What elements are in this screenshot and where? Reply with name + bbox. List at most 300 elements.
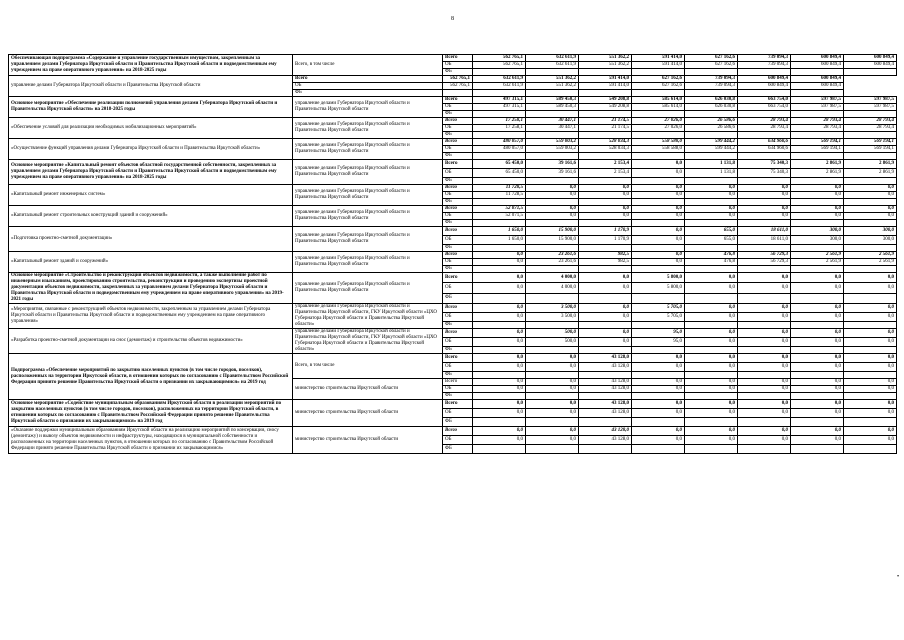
executor-cell: управление делами Губернатора Иркутской области и Правительства Иркутской области [293,97,443,118]
funding-source-cell: ФБ [443,372,473,379]
amount-cell [738,322,791,329]
amount-cell: 0,0 [526,400,579,409]
amount-cell: 0,0 [526,386,579,393]
amount-cell: 2 561,9 [791,252,844,259]
amount-cell [473,245,526,252]
amount-cell [473,132,526,139]
amount-cell: 0,0 [579,338,632,347]
amount-cell: 0,0 [632,427,685,436]
amount-cell [526,293,579,303]
amount-cell [738,293,791,303]
amount-cell: 0,0 [738,386,791,393]
amount-cell: 5 705,0 [632,304,685,313]
amount-cell: 39 161,6 [526,169,579,178]
amount-cell: 43 128,0 [579,354,632,363]
amount-cell: 0,0 [632,259,685,266]
funding-source-cell: ФБ [443,393,473,400]
amount-cell [526,111,579,118]
amount-cell [632,199,685,206]
amount-cell [579,293,632,303]
amount-cell [579,393,632,400]
amount-cell: 300,0 [844,227,897,236]
row-title: «Обеспечение условий для реализации необходимых мобилизационных мероприятий» [9,118,293,139]
amount-cell [473,178,526,185]
amount-cell: 0,0 [685,304,738,313]
amount-cell: 655,0 [685,227,738,236]
amount-cell: 0,0 [738,409,791,418]
amount-cell: 0,0 [844,206,897,213]
amount-cell: 0,0 [685,192,738,199]
funding-source-cell: Всего [443,55,473,62]
amount-cell: 3 500,0 [526,304,579,313]
amount-cell: 562 765,1 [473,55,526,62]
amount-cell: 11 728,5 [473,192,526,199]
amount-cell: 0,0 [844,338,897,347]
amount-cell [685,90,738,97]
amount-cell: 43 128,0 [579,363,632,372]
amount-cell: 0,0 [738,273,791,283]
table-row [9,427,897,436]
amount-cell: 52 071,5 [473,213,526,220]
amount-cell: 0,0 [791,409,844,418]
amount-cell: 0,0 [685,283,738,293]
amount-cell: 497 315,1 [473,97,526,104]
executor-cell: министерство строительства Иркутской области [293,427,443,454]
amount-cell [632,347,685,354]
amount-cell [844,132,897,139]
amount-cell: 476,8 [685,259,738,266]
amount-cell: 600 849,4 [844,55,897,62]
funding-source-cell: ФБ [443,322,473,329]
amount-cell: 0,0 [632,160,685,169]
amount-cell: 0,0 [791,379,844,386]
amount-cell [791,178,844,185]
amount-cell [579,132,632,139]
amount-cell: 0,0 [738,329,791,338]
amount-cell: 0,0 [791,386,844,393]
amount-cell: 17 258,1 [473,118,526,125]
amount-cell: 585 614,0 [632,104,685,111]
amount-cell: 15 900,0 [526,227,579,236]
amount-cell [844,245,897,252]
executor-cell: управление делами Губернатора Иркутской области и Правительства Иркутской области [293,273,443,304]
amount-cell [473,153,526,160]
amount-cell: 528 034,3 [579,146,632,153]
amount-cell [579,322,632,329]
amount-cell [685,266,738,273]
executor-cell: управление делами Губернатора Иркутской области и Правительства Иркутской области [293,252,443,273]
amount-cell [685,347,738,354]
amount-cell [473,347,526,354]
amount-cell: 562 765,1 [473,62,526,69]
amount-cell: 75 340,3 [738,160,791,169]
amount-cell [526,90,579,97]
amount-cell: 739 094,3 [685,76,738,83]
amount-cell: 0,0 [844,363,897,372]
table-row [9,354,897,363]
amount-cell [791,132,844,139]
amount-cell [473,445,526,454]
amount-cell [685,418,738,427]
amount-cell [579,245,632,252]
amount-cell: 0,0 [844,379,897,386]
amount-cell: 43 128,0 [579,386,632,393]
amount-cell: 528 034,3 [579,139,632,146]
amount-cell [685,132,738,139]
amount-cell: 0,0 [579,329,632,338]
amount-cell: 75 340,3 [738,169,791,178]
amount-cell: 0,0 [579,192,632,199]
funding-source-cell: ФБ [443,245,473,252]
amount-cell [738,220,791,227]
amount-cell: 4 000,0 [526,273,579,283]
amount-cell [632,132,685,139]
amount-cell: 0,0 [579,313,632,322]
amount-cell: 0,0 [632,192,685,199]
amount-cell [738,69,791,76]
amount-cell: 0,0 [632,436,685,445]
amount-cell [526,347,579,354]
amount-cell [791,372,844,379]
amount-cell: 65 450,0 [473,169,526,178]
amount-cell: 0,0 [844,436,897,445]
amount-cell: 0,0 [526,409,579,418]
table-row [9,76,897,83]
amount-cell: 0,0 [685,363,738,372]
amount-cell [791,418,844,427]
amount-cell: 0,0 [473,273,526,283]
executor-cell: управление делами Губернатора Иркутской области и Правительства Иркутской области [293,206,443,227]
amount-cell: 2 153,4 [579,160,632,169]
funding-source-cell: Всего [443,304,473,313]
amount-cell: 549 208,8 [579,104,632,111]
amount-cell: 28 793,4 [791,118,844,125]
amount-cell: 0,0 [473,283,526,293]
amount-cell: 0,0 [473,400,526,409]
amount-cell [685,153,738,160]
amount-cell: 632 611,9 [473,76,526,83]
amount-cell: 28 793,4 [738,125,791,132]
amount-cell: 0,0 [738,206,791,213]
table-row [9,273,897,283]
amount-cell: 28 793,4 [738,118,791,125]
table-row [9,227,897,236]
amount-cell: 4 000,0 [526,283,579,293]
amount-cell [738,347,791,354]
amount-cell: 43 128,0 [579,400,632,409]
amount-cell: 0,0 [791,363,844,372]
amount-cell [632,393,685,400]
amount-cell: 0,0 [579,185,632,192]
amount-cell: 43 128,0 [579,436,632,445]
amount-cell: 600 849,4 [791,83,844,90]
amount-cell [738,199,791,206]
amount-cell: 600 849,4 [738,83,791,90]
amount-cell: 627 162,6 [685,55,738,62]
amount-cell: 30 447,1 [526,125,579,132]
amount-cell: 589 450,3 [526,97,579,104]
amount-cell [844,111,897,118]
amount-cell [685,393,738,400]
amount-cell [526,445,579,454]
amount-cell: 551 362,2 [579,55,632,62]
table-row [9,118,897,125]
amount-cell: 0,0 [844,304,897,313]
amount-cell: 500,0 [526,338,579,347]
amount-cell: 0,0 [685,436,738,445]
amount-cell: 23 261,6 [526,259,579,266]
amount-cell [791,445,844,454]
amount-cell: 0,0 [738,338,791,347]
amount-cell: 0,0 [844,192,897,199]
amount-cell [473,266,526,273]
amount-cell [844,266,897,273]
amount-cell [844,393,897,400]
amount-cell: 0,0 [526,379,579,386]
row-title: «Мероприятия, связанные с реконструкцией объектов недвижимости, закрепленным за управлением делами Губернатора Иркутской области и Правительства Иркутской области и подведомственным ему учреждением на праве оперативного управления» [9,304,293,329]
funding-source-cell: ФБ [443,347,473,354]
amount-cell [632,153,685,160]
amount-cell: 480 057,0 [473,146,526,153]
amount-cell [632,322,685,329]
amount-cell: 597 987,5 [791,104,844,111]
row-title: «Капитальный ремонт инженерных систем» [9,185,293,206]
amount-cell [738,418,791,427]
amount-cell: 28 793,4 [791,125,844,132]
amount-cell: 30 447,1 [526,118,579,125]
amount-cell: 65 450,0 [473,160,526,169]
amount-cell: 600 849,4 [791,55,844,62]
amount-cell [526,245,579,252]
amount-cell: 39 161,6 [526,160,579,169]
funding-source-cell: ОБ [443,62,473,69]
amount-cell: 5 800,0 [632,273,685,283]
amount-cell [844,178,897,185]
amount-cell: 56 729,3 [738,252,791,259]
amount-cell [632,111,685,118]
amount-cell [738,90,791,97]
amount-cell [632,245,685,252]
amount-cell: 300,0 [791,236,844,245]
amount-cell: 0,0 [738,192,791,199]
amount-cell [738,445,791,454]
funding-source-cell: Всего [443,354,473,363]
amount-cell: 11 728,5 [473,185,526,192]
amount-cell: 655,0 [685,236,738,245]
amount-cell: 0,0 [844,273,897,283]
amount-cell: 589 450,3 [526,104,579,111]
funding-source-cell: Всего [443,379,473,386]
amount-cell: 1 650,0 [473,236,526,245]
amount-cell [844,69,897,76]
funding-source-cell: Всего [443,400,473,409]
amount-cell [632,220,685,227]
amount-cell [526,418,579,427]
amount-cell [526,266,579,273]
funding-source-cell: ОБ [443,409,473,418]
amount-cell: 0,0 [526,436,579,445]
amount-cell [685,199,738,206]
amount-cell [632,445,685,454]
amount-cell: 597 987,5 [844,97,897,104]
amount-cell: 0,0 [526,213,579,220]
row-title: «Подготовка проектно-сметной документации» [9,227,293,252]
amount-cell: 0,0 [685,185,738,192]
row-title: «Осуществление функций управления делами Губернатора Иркутской области и Правительства Иркутской области» [9,139,293,160]
amount-cell: 0,0 [844,409,897,418]
row-title: «Оказание поддержки муниципальным образованиям Иркутской области на реализацию мероприятий по консервации, сносу (демонтажу) и вывозу объектов недвижимости и инфраструктуры, находящихся в муниципальной собственности и расположенных на территории населенных пунктов, в отношении которых по согласованию с Правительством Российской Федерации принято решение Правительства Иркутской области о признании их закрывающимися» [9,427,293,454]
amount-cell: 627 162,6 [685,62,738,69]
table-row [9,252,897,259]
amount-cell [791,322,844,329]
funding-source-cell: ФБ [443,293,473,303]
amount-cell [685,322,738,329]
amount-cell: 0,0 [685,379,738,386]
amount-cell: 28 793,4 [844,125,897,132]
amount-cell: 551 362,2 [526,83,579,90]
amount-cell [791,111,844,118]
amount-cell: 0,0 [791,427,844,436]
amount-cell: 562 765,1 [443,83,473,90]
amount-cell: 300,0 [791,227,844,236]
amount-cell: 0,0 [579,273,632,283]
amount-cell [579,347,632,354]
amount-cell [791,220,844,227]
table-row [9,160,897,169]
amount-cell: 23 261,6 [526,252,579,259]
funding-source-cell: Всего [443,139,473,146]
amount-cell [579,69,632,76]
amount-cell: 569 194,1 [791,146,844,153]
funding-source-cell: ФБ [443,178,473,185]
amount-cell: 0,0 [791,313,844,322]
amount-cell: 0,0 [473,379,526,386]
amount-cell [579,372,632,379]
amount-cell: 0,0 [473,354,526,363]
amount-cell: 0,0 [844,185,897,192]
amount-cell [844,220,897,227]
executor-cell: управление делами Губернатора Иркутской области и Правительства Иркутской области, ГКУ Иркутской области «ЦХО Губернатора Иркутской области и Правительства Иркутской области» [293,329,443,354]
amount-cell: 0,0 [632,185,685,192]
amount-cell: 0,0 [526,354,579,363]
amount-cell: 0,0 [632,363,685,372]
amount-cell: 0,0 [738,283,791,293]
amount-cell [738,266,791,273]
amount-cell [526,69,579,76]
row-title: Основное мероприятие «Обеспечение реализации полномочий управления делами Губернатора Иркутской области и Правительства Иркутской области» на 2018-2025 годы [9,97,293,118]
amount-cell: 627 162,6 [632,76,685,83]
amount-cell: 0,0 [738,213,791,220]
funding-source-cell: ОБ [443,236,473,245]
amount-cell: 632 611,9 [526,62,579,69]
amount-cell [632,372,685,379]
amount-cell [738,132,791,139]
amount-cell: 18 611,0 [738,227,791,236]
amount-cell: 21 174,5 [579,125,632,132]
amount-cell [579,90,632,97]
amount-cell: 0,0 [473,304,526,313]
amount-cell [632,178,685,185]
amount-cell: 43 128,0 [579,379,632,386]
amount-cell: 591 414,0 [632,62,685,69]
amount-cell: 600 849,4 [738,76,791,83]
amount-cell: 599 444,2 [685,139,738,146]
table-row [9,139,897,146]
amount-cell [579,111,632,118]
amount-cell [738,393,791,400]
funding-source-cell: Всего [443,329,473,338]
amount-cell: 95,0 [632,338,685,347]
row-title: Основное мероприятие «Строительство и реконструкция объектов недвижимости, а также выполнение работ по инженерным изысканиям, проектированию строительства, реконструкции и проведению экспертизы проектной документации объектов недвижимости, закрепленных за управлением делами Губернатора Иркутской области и Правительства Иркутской области и подведомственным ему учреждением на праве оперативного управления» на 2019-2021 годы [9,273,293,304]
amount-cell [526,199,579,206]
row-title: Обеспечивающая подпрограмма «Содержание и управление государственным имуществом, закрепленным за управлением делами Губернатора Иркутской области и Правительства Иркутской области и подведомственным ему учреждением на праве оперативного управления» на 2018-2025 годы [9,55,293,76]
amount-cell: 0,0 [685,354,738,363]
amount-cell: 591 414,0 [579,83,632,90]
amount-cell: 0,0 [685,213,738,220]
amount-cell: 558 588,0 [632,146,685,153]
executor-cell: Всего, в том числе [293,354,443,379]
amount-cell: 549 208,8 [579,97,632,104]
amount-cell: 26 586,6 [685,125,738,132]
table-row [9,206,897,213]
amount-cell: 0,0 [526,185,579,192]
amount-cell: 27 026,0 [632,118,685,125]
amount-cell: 632 611,9 [473,83,526,90]
funding-source-cell: ОБ [443,283,473,293]
amount-cell: 0,0 [526,427,579,436]
amount-cell: 43 128,0 [579,427,632,436]
funding-source-cell: Всего [443,273,473,283]
amount-cell: 52 071,5 [473,206,526,213]
amount-cell: 3 500,0 [526,313,579,322]
amount-cell: 0,0 [685,206,738,213]
amount-cell: 0,0 [844,329,897,338]
amount-cell [685,445,738,454]
amount-cell: 18 611,0 [738,236,791,245]
amount-cell [632,90,685,97]
amount-cell [526,153,579,160]
amount-cell [473,418,526,427]
amount-cell [685,178,738,185]
amount-cell: 551 362,2 [579,62,632,69]
amount-cell: 0,0 [473,409,526,418]
row-title: Основное мероприятие «Капитальный ремонт объектов областной государственной собственности, закрепленных за управлением делами Губернатора Иркутской области и Правительства Иркутской области и подведомственным ему учреждением на праве оперативного управления» на 2018-2025 годы [9,160,293,185]
amount-cell: 0,0 [473,363,526,372]
amount-cell [443,90,473,97]
amount-cell: 95,0 [632,329,685,338]
funding-source-cell: ФБ [443,153,473,160]
funding-source-cell: Всего [443,227,473,236]
amount-cell [579,418,632,427]
amount-cell: 0,0 [738,354,791,363]
funding-source-cell: ОБ [443,125,473,132]
amount-cell: 0,0 [526,206,579,213]
amount-cell [791,347,844,354]
amount-cell: 585 614,0 [632,97,685,104]
amount-cell: 0,0 [473,329,526,338]
amount-cell [738,372,791,379]
amount-cell [791,293,844,303]
amount-cell: 0,0 [844,354,897,363]
amount-cell [473,293,526,303]
funding-source-cell: ОБ [443,338,473,347]
funding-source-cell: Всего [443,185,473,192]
amount-cell: 0,0 [473,427,526,436]
amount-cell [791,69,844,76]
amount-cell: 0,0 [738,185,791,192]
funding-source-cell: ОБ [443,213,473,220]
amount-cell [632,418,685,427]
